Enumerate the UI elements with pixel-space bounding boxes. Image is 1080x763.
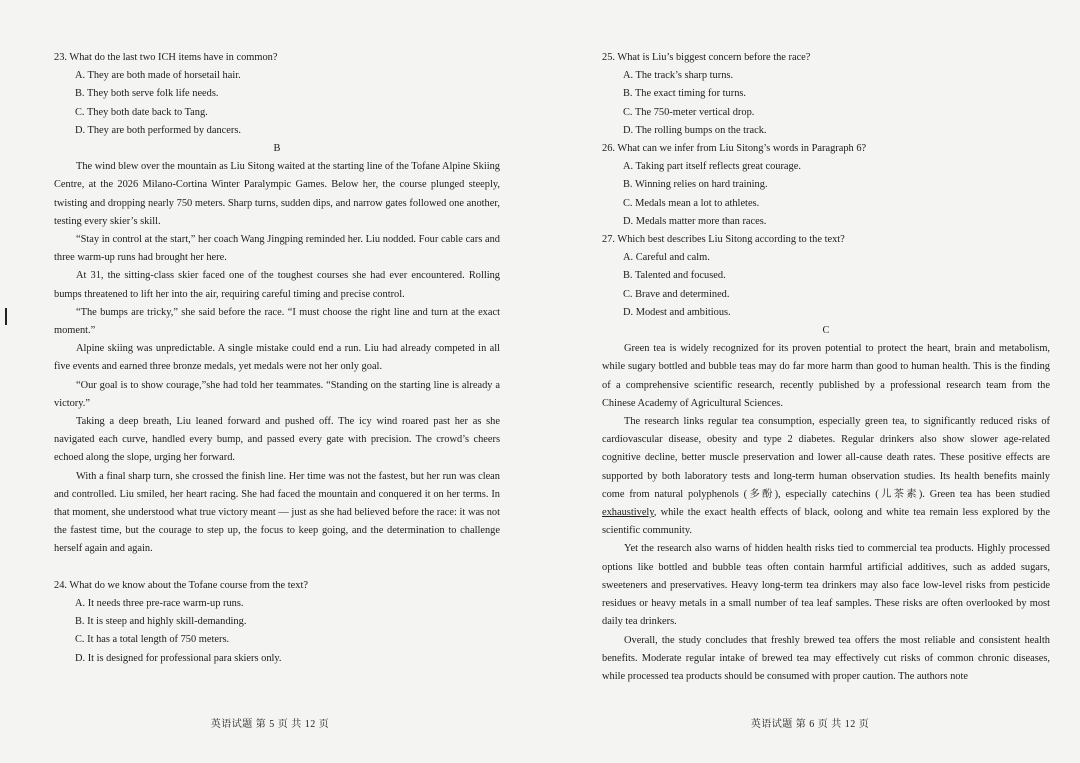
section-heading-b: B: [273, 143, 281, 155]
paragraph: At 31, the sitting-class skier faced one of the toughest courses she had ever encountered. Rolling bumps threatened to lift her into the air, requiring careful timing and precise control.: [54, 270, 500, 300]
option-b: B. The exact timing for turns.: [623, 88, 747, 100]
option-b: B. Talented and focused.: [623, 270, 726, 282]
paragraph: [602, 413, 1050, 540]
option-d: D. Medals matter more than races.: [623, 215, 767, 227]
question-27: [602, 231, 1050, 322]
question-26: [602, 140, 1050, 231]
option-a: A. It needs three pre-race warm-up runs.: [75, 597, 244, 609]
option-a: A. They are both made of horsetail hair.: [75, 70, 241, 82]
option-c: C. The 750-meter vertical drop.: [623, 106, 755, 118]
question-stem: 24. What do we know about the Tofane course from the text?: [54, 579, 308, 591]
paragraph: With a final sharp turn, she crossed the finish line. Her time was not the fastest, but her run was clean and controlled. Liu smiled, her heart racing. She had faced the mountain and conquered it on her terms. In that moment, she understood what true victory meant — just as she had believed before the race: it was not the fastest time, but the courage to step up, the focus to keep going, and the determination to challenge herself again and again.: [54, 470, 500, 555]
option-b: B. It is steep and highly skill-demanding.: [75, 616, 247, 628]
right-page: [540, 0, 1080, 763]
paragraph-text: , while the exact health effects of black, oolong and white tea remain less explored by the scientific community.: [602, 507, 1050, 537]
option-a: A. The track’s sharp turns.: [623, 70, 734, 82]
option-c: C. Medals mean a lot to athletes.: [623, 197, 760, 209]
paragraph: Taking a deep breath, Liu leaned forward and pushed off. The icy wind roared past her as she navigated each curve, handled every bump, and passed every gate with precision. The crowd’s cheers echoed along the slope, urging her forward.: [54, 416, 500, 464]
option-a: A. Taking part itself reflects great courage.: [623, 161, 801, 173]
option-b: B. They both serve folk life needs.: [75, 88, 219, 100]
passage-c: [602, 340, 1050, 686]
paragraph: Alpine skiing was unpredictable. A single mistake could end a run. Liu had already competed in all five events and earned three bronze medals, yet medals were not her only goal.: [54, 343, 500, 373]
question-25: [602, 49, 1050, 140]
paragraph: “The bumps are tricky,” she said before the race. “I must choose the right line and turn at the exact moment.”: [54, 306, 500, 337]
option-c: C. Brave and determined.: [623, 288, 730, 300]
paragraph: Green tea is widely recognized for its proven potential to protect the heart, brain and metabolism, while sugary bottled and bubble teas may do far more harm than good to human health. This is the finding of a comprehensive scientific research, recently published by a professional research team from the Chinese Academy of Agricultural Sciences.: [602, 343, 1050, 409]
paragraph: Yet the research also warns of hidden health risks tied to commercial tea products. Highly processed options like bottled and bubble teas often contain harmful artificial additives, such as added sugars, sweeteners and preservatives. Heavy long-term tea drinkers may also face low-level risks from pesticide residues or heavy metals in a small number of tea leaf samples. These risks are often overlooked by most daily tea drinkers.: [602, 543, 1050, 628]
underlined-word: exhaustively: [602, 507, 654, 519]
option-d: D. Modest and ambitious.: [623, 306, 731, 318]
question-stem: 23. What do the last two ICH items have in common?: [54, 52, 278, 63]
passage-b: [54, 158, 500, 558]
option-a: A. Careful and calm.: [623, 252, 710, 264]
question-stem: 26. What can we infer from Liu Sitong’s words in Paragraph 6?: [602, 143, 867, 155]
option-c: C. It has a total length of 750 meters.: [75, 634, 230, 646]
page-footer: 英语试题 第 6 页 共 12 页: [750, 719, 870, 730]
paragraph: Overall, the study concludes that freshly brewed tea offers the most reliable and consistent health benefits. Moderate regular intake of brewed tea may effectively cut risks of common chronic diseases, while processed tea products should be consumed with proper caution. The authors note: [602, 634, 1050, 682]
option-d: D. They are both performed by dancers.: [75, 124, 241, 136]
paragraph-text: The research links regular tea consumption, especially green tea, to significantly reduced risks of cardiovascular disease, obesity and type 2 diabetes. Regular drinkers also show slower age-related cognitive decline, better muscle preservation and lower all-cause death rates. These positive effects are supported by both laboratory tests and long-term human observation studies. Its health benefits mainly come from natural polyphenols (多酚), especially catechins (儿茶素). Green tea has been studied: [602, 416, 1050, 500]
question-stem: 25. What is Liu’s biggest concern before the race?: [602, 52, 811, 63]
question-24: [54, 577, 500, 668]
paragraph: “Stay in control at the start,” her coach Wang Jingping reminded her. Liu nodded. Four cable cars and three warm-up runs had brought her here.: [54, 234, 500, 264]
option-c: C. They both date back to Tang.: [75, 106, 208, 118]
option-d: D. It is designed for professional para skiers only.: [75, 652, 282, 664]
option-d: D. The rolling bumps on the track.: [623, 124, 767, 136]
paragraph: “Our goal is to show courage,”she had told her teammates. “Standing on the starting line is already a victory.”: [54, 379, 500, 409]
option-b: B. Winning relies on hard training.: [623, 179, 768, 191]
paragraph: The wind blew over the mountain as Liu Sitong waited at the starting line of the Tofane Alpine Skiing Centre, at the 2026 Milano-Cortina Winter Paralympic Games. Below her, the course plunged steeply, twisting and dropping nearly 750 meters. Sharp turns, sudden dips, and narrow gates followed one another, testing every skier’s skill.: [54, 161, 500, 227]
page-footer: 英语试题 第 5 页 共 12 页: [210, 719, 330, 730]
question-23: [54, 49, 500, 140]
section-heading-c: C: [822, 325, 830, 337]
question-stem: 27. Which best describes Liu Sitong according to the text?: [602, 234, 845, 246]
